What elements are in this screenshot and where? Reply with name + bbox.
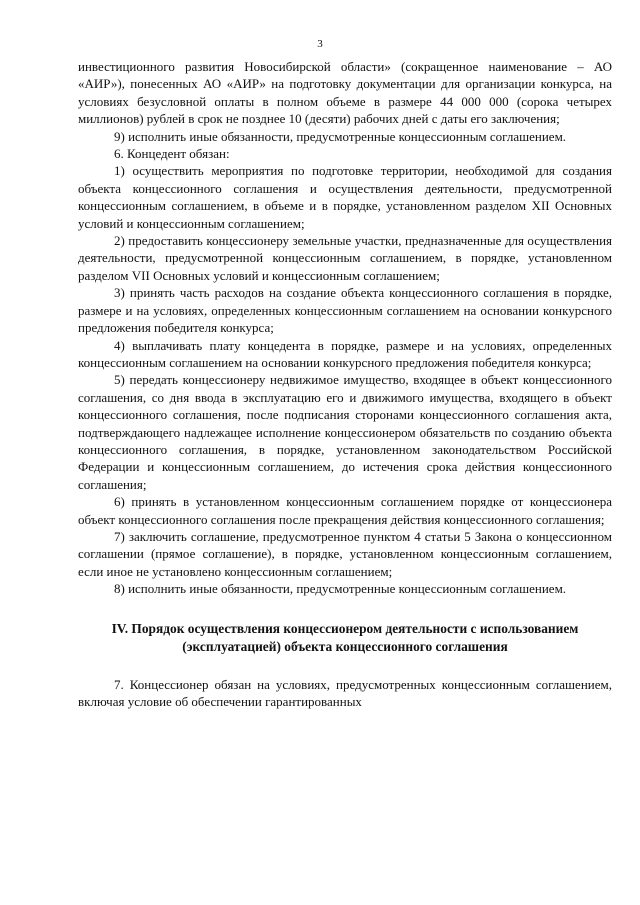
paragraphs-after (78, 676, 612, 711)
paragraph: 6) принять в установленном концессионным соглашением порядке от концессионера объект концессионного соглашения после прекращения действия концессионного соглашения; (78, 494, 612, 527)
paragraph: 7. Концессионер обязан на условиях, предусмотренных концессионным соглашением, включая условие об обеспечении гарантированных (78, 676, 612, 709)
paragraph: 6. Концедент обязан: (114, 146, 230, 162)
paragraph: 2) предоставить концессионеру земельные участки, предназначенные для осуществления деятельности, предусмотренной концессионным соглашением, в порядке, установленном разделом VII Основных условий и концессионным соглашением; (78, 233, 612, 283)
paragraph: инвестиционного развития Новосибирской области» (сокращенное наименование – АО «АИР»), понесенных АО «АИР» на подготовку документации для организации конкурса, на условиях безусловной оплаты в полном объеме в размере 44 000 000 (сорока четырех миллионов) рублей в срок не позднее 10 (десяти) рабочих дней с даты его заключения; (78, 59, 612, 127)
paragraph: 3) принять часть расходов на создание объекта концессионного соглашения в порядке, размере и на условиях, определенных концессионным соглашением на основании конкурсного предложения победителя конкурса; (78, 285, 612, 336)
paragraph: 9) исполнить иные обязанности, предусмотренные концессионным соглашением. (114, 128, 567, 144)
paragraph: 4) выплачивать плату концедента в порядке, размере и на условиях, определенных концессионным соглашением на основании конкурсного предложения победителя конкурса; (78, 337, 612, 370)
paragraph: 5) передать концессионеру недвижимое имущество, входящее в объект концессионного соглашения, со дня ввода в эксплуатацию его и движимого имущества, входящего в объект концессионного соглашения, после подписания сторонами концессионного соглашения акта, подтверждающего надлежащее исполнение концессионером обязательств по созданию объекта концессионного соглашения, в порядке, установленном законодательством Российской Федерации и концессионным соглашением, до истечения срока действия концессионного соглашения; (78, 372, 612, 492)
paragraphs-before (78, 58, 612, 598)
paragraph: 7) заключить соглашение, предусмотренное пунктом 4 статьи 5 Закона о концессионном соглашении (прямое соглашение), в порядке, установленном концессионным соглашением, если иное не установлено концессионным соглашением; (78, 528, 612, 579)
paragraph: 1) осуществить мероприятия по подготовке территории, необходимой для создания объекта концессионного соглашения и осуществления деятельности, предусмотренной концессионным соглашением, в объеме и в порядке, установленном разделом XII Основных условий и концессионным соглашением; (78, 163, 612, 231)
document-body (78, 58, 612, 710)
page-number: 3 (317, 38, 323, 50)
section-heading: IV. Порядок осуществления концессионером деятельности с использованием (эксплуатацией) объекта концессионного соглашения (111, 620, 579, 654)
paragraph: 8) исполнить иные обязанности, предусмотренные концессионным соглашением. (114, 581, 567, 597)
